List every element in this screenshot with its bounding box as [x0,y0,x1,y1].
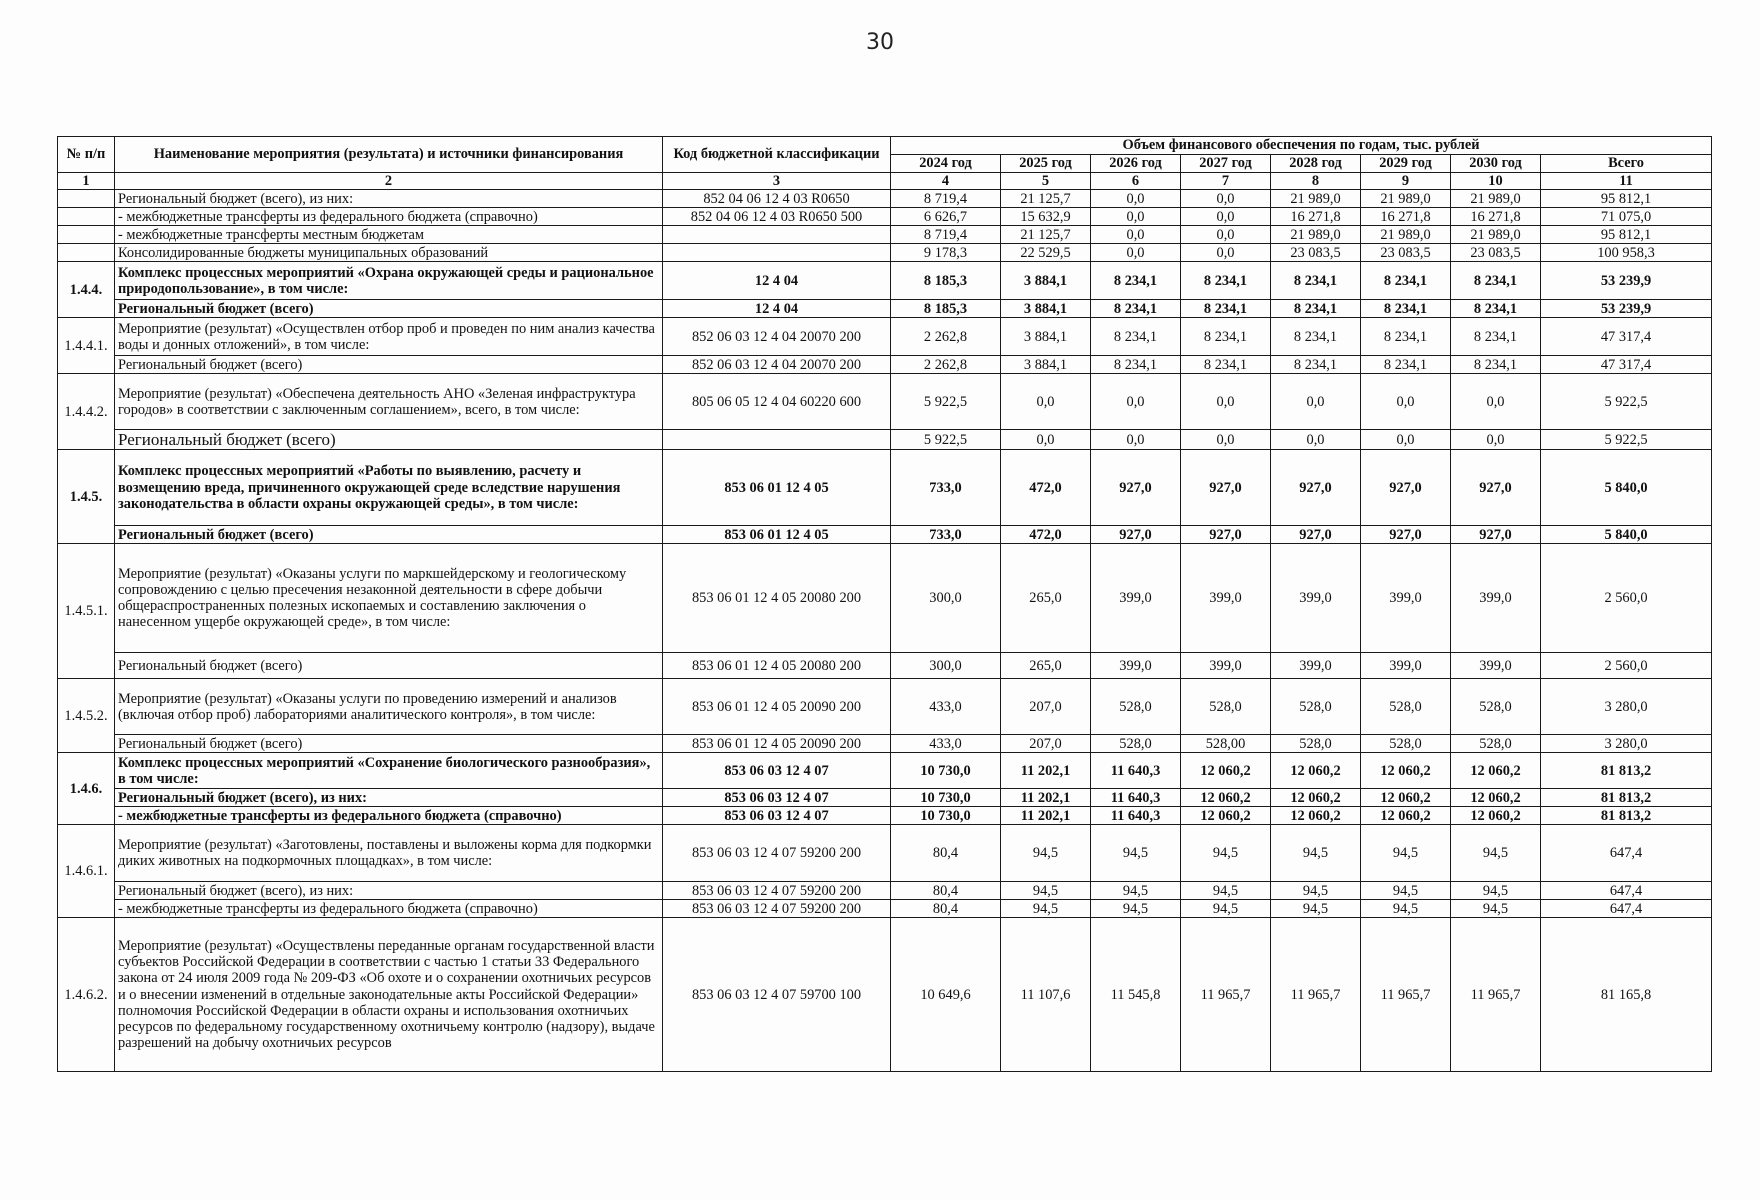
row-year-value: 207,0 [1001,679,1091,735]
row-name: Комплекс процессных мероприятий «Охрана окружающей среды и рациональное природопользование», в том числе: [115,262,663,300]
page-number: 30 [866,30,894,55]
row-year-value: 3 884,1 [1001,262,1091,300]
header-year-2: 2026 год [1091,155,1181,173]
row-year-value: 21 125,7 [1001,190,1091,208]
row-year-value: 0,0 [1091,430,1181,450]
row-year-value: 8 234,1 [1091,318,1181,356]
table-row [58,430,1712,450]
financing-table [57,136,1712,1072]
row-year-value: 11 640,3 [1091,807,1181,825]
row-year-value: 399,0 [1091,544,1181,653]
row-total-value: 100 958,3 [1541,244,1712,262]
row-name: Региональный бюджет (всего) [115,526,663,544]
table-row [58,653,1712,679]
row-year-value: 399,0 [1361,544,1451,653]
row-year-value: 10 730,0 [891,807,1001,825]
row-year-value: 399,0 [1181,653,1271,679]
row-year-value: 8 234,1 [1181,262,1271,300]
row-year-value: 0,0 [1181,430,1271,450]
header-year-1: 2025 год [1001,155,1091,173]
row-year-value: 927,0 [1361,450,1451,526]
row-total-value: 95 812,1 [1541,226,1712,244]
header-col-number-7: 8 [1271,173,1361,190]
row-year-value: 472,0 [1001,450,1091,526]
table-row [58,374,1712,430]
row-year-value: 12 060,2 [1361,807,1451,825]
row-year-value: 23 083,5 [1451,244,1541,262]
row-total-value: 647,4 [1541,900,1712,918]
row-name: Мероприятие (результат) «Осуществлен отбор проб и проведен по ним анализ качества воды и донных отложений», в том числе: [115,318,663,356]
row-total-value: 81 813,2 [1541,753,1712,789]
row-year-value: 11 965,7 [1181,918,1271,1072]
table-row [58,318,1712,356]
row-year-value: 433,0 [891,735,1001,753]
row-year-value: 12 060,2 [1271,753,1361,789]
row-total-value: 53 239,9 [1541,262,1712,300]
row-year-value: 733,0 [891,450,1001,526]
row-year-value: 11 202,1 [1001,753,1091,789]
row-total-value: 71 075,0 [1541,208,1712,226]
row-year-value: 12 060,2 [1271,789,1361,807]
table-row [58,262,1712,300]
row-year-value: 8 234,1 [1181,300,1271,318]
row-total-value: 5 840,0 [1541,526,1712,544]
row-year-value: 11 545,8 [1091,918,1181,1072]
row-year-value: 0,0 [1181,190,1271,208]
row-year-value: 8 234,1 [1181,318,1271,356]
row-year-value: 11 640,3 [1091,753,1181,789]
row-year-value: 8 234,1 [1361,318,1451,356]
row-index: 1.4.5.1. [58,544,115,679]
row-year-value: 21 989,0 [1451,190,1541,208]
row-year-value: 927,0 [1091,450,1181,526]
row-index: 1.4.6.1. [58,825,115,918]
table-row [58,900,1712,918]
row-budget-code: 853 06 01 12 4 05 20080 200 [663,544,891,653]
header-year-0: 2024 год [891,155,1001,173]
row-year-value: 8 234,1 [1271,300,1361,318]
row-year-value: 10 649,6 [891,918,1001,1072]
row-budget-code: 853 06 03 12 4 07 59700 100 [663,918,891,1072]
row-year-value: 2 262,8 [891,356,1001,374]
row-budget-code: 852 04 06 12 4 03 R0650 500 [663,208,891,226]
header-col-number-6: 7 [1181,173,1271,190]
row-year-value: 0,0 [1451,374,1541,430]
row-year-value: 94,5 [1181,825,1271,882]
row-year-value: 8 234,1 [1181,356,1271,374]
row-budget-code [663,226,891,244]
table-row [58,882,1712,900]
header-col-number-0: 1 [58,173,115,190]
row-name: Комплекс процессных мероприятий «Сохранение биологического разнообразия», в том числе: [115,753,663,789]
row-year-value: 927,0 [1181,526,1271,544]
row-index: 1.4.4.1. [58,318,115,374]
row-budget-code [663,430,891,450]
header-col-number-8: 9 [1361,173,1451,190]
row-year-value: 399,0 [1271,653,1361,679]
row-year-value: 0,0 [1001,374,1091,430]
row-name: Мероприятие (результат) «Оказаны услуги по проведению измерений и анализов (включая отбор проб) лабораториями аналитического контроля», в том числе: [115,679,663,735]
header-col-number-1: 2 [115,173,663,190]
row-year-value: 528,0 [1361,735,1451,753]
header-col-number-4: 5 [1001,173,1091,190]
row-year-value: 927,0 [1451,450,1541,526]
row-year-value: 16 271,8 [1451,208,1541,226]
row-year-value: 0,0 [1091,190,1181,208]
row-index: 1.4.5. [58,450,115,544]
row-year-value: 300,0 [891,544,1001,653]
row-index: 1.4.6. [58,753,115,825]
row-year-value: 11 202,1 [1001,789,1091,807]
row-year-value: 94,5 [1271,882,1361,900]
row-year-value: 0,0 [1091,208,1181,226]
row-year-value: 15 632,9 [1001,208,1091,226]
table-row [58,544,1712,653]
row-name: Региональный бюджет (всего) [115,430,663,450]
row-year-value: 2 262,8 [891,318,1001,356]
row-name: - межбюджетные трансферты из федерального бюджета (справочно) [115,807,663,825]
row-year-value: 21 989,0 [1361,190,1451,208]
row-name: Мероприятие (результат) «Обеспечена деятельность АНО «Зеленая инфраструктура городов» в соответствии с заключенным соглашением», всего, в том числе: [115,374,663,430]
row-year-value: 528,0 [1271,679,1361,735]
row-year-value: 927,0 [1451,526,1541,544]
row-budget-code: 853 06 03 12 4 07 [663,807,891,825]
row-budget-code: 853 06 01 12 4 05 20090 200 [663,679,891,735]
row-budget-code: 853 06 03 12 4 07 [663,789,891,807]
row-year-value: 11 965,7 [1361,918,1451,1072]
row-year-value: 472,0 [1001,526,1091,544]
row-index: 1.4.5.2. [58,679,115,753]
row-name: - межбюджетные трансферты из федерального бюджета (справочно) [115,900,663,918]
row-year-value: 21 989,0 [1361,226,1451,244]
row-year-value: 8 234,1 [1271,318,1361,356]
row-year-value: 528,0 [1181,679,1271,735]
table-row [58,753,1712,789]
row-year-value: 927,0 [1091,526,1181,544]
row-year-value: 265,0 [1001,653,1091,679]
row-index [58,190,115,208]
row-year-value: 94,5 [1271,900,1361,918]
row-year-value: 10 730,0 [891,789,1001,807]
row-total-value: 2 560,0 [1541,653,1712,679]
row-year-value: 8 234,1 [1361,356,1451,374]
row-total-value: 5 922,5 [1541,374,1712,430]
row-year-value: 94,5 [1001,882,1091,900]
row-name: Региональный бюджет (всего) [115,653,663,679]
row-year-value: 12 060,2 [1181,753,1271,789]
row-year-value: 0,0 [1271,430,1361,450]
row-year-value: 94,5 [1361,882,1451,900]
row-total-value: 47 317,4 [1541,356,1712,374]
row-year-value: 21 989,0 [1271,226,1361,244]
row-total-value: 3 280,0 [1541,735,1712,753]
table-row [58,226,1712,244]
header-year-4: 2028 год [1271,155,1361,173]
row-total-value: 647,4 [1541,882,1712,900]
row-year-value: 94,5 [1451,882,1541,900]
header-year-5: 2029 год [1361,155,1451,173]
row-year-value: 80,4 [891,900,1001,918]
row-budget-code: 853 06 01 12 4 05 20080 200 [663,653,891,679]
row-year-value: 528,0 [1091,735,1181,753]
row-year-value: 12 060,2 [1451,807,1541,825]
row-name: Консолидированные бюджеты муниципальных образований [115,244,663,262]
row-year-value: 11 107,6 [1001,918,1091,1072]
row-year-value: 12 060,2 [1451,789,1541,807]
row-year-value: 94,5 [1091,825,1181,882]
row-name: - межбюджетные трансферты местным бюджетам [115,226,663,244]
header-col-number-5: 6 [1091,173,1181,190]
row-name: Мероприятие (результат) «Заготовлены, поставлены и выложены корма для подкормки диких животных на подкормочных площадках», в том числе: [115,825,663,882]
table-row [58,825,1712,882]
row-year-value: 733,0 [891,526,1001,544]
row-year-value: 94,5 [1271,825,1361,882]
row-budget-code: 853 06 03 12 4 07 59200 200 [663,825,891,882]
table-row [58,244,1712,262]
row-year-value: 94,5 [1001,900,1091,918]
header-year-7: Всего [1541,155,1712,173]
row-year-value: 21 125,7 [1001,226,1091,244]
row-total-value: 81 813,2 [1541,807,1712,825]
table-row [58,789,1712,807]
row-name: Региональный бюджет (всего), из них: [115,190,663,208]
header-col-name: Наименование мероприятия (результата) и источники финансирования [115,137,663,173]
row-total-value: 2 560,0 [1541,544,1712,653]
row-year-value: 80,4 [891,882,1001,900]
row-budget-code: 853 06 03 12 4 07 59200 200 [663,900,891,918]
row-year-value: 399,0 [1451,653,1541,679]
row-year-value: 94,5 [1001,825,1091,882]
row-name: Комплекс процессных мероприятий «Работы по выявлению, расчету и возмещению вреда, причиненного окружающей среде вследствие нарушения законодательства в области охраны окружающей среды», в том числе: [115,450,663,526]
row-year-value: 0,0 [1091,226,1181,244]
row-year-value: 12 060,2 [1361,789,1451,807]
row-index [58,244,115,262]
row-year-value: 8 185,3 [891,262,1001,300]
header-year-3: 2027 год [1181,155,1271,173]
row-year-value: 0,0 [1091,244,1181,262]
row-budget-code: 12 4 04 [663,300,891,318]
row-year-value: 16 271,8 [1361,208,1451,226]
row-year-value: 10 730,0 [891,753,1001,789]
row-year-value: 265,0 [1001,544,1091,653]
row-index: 1.4.6.2. [58,918,115,1072]
row-budget-code: 852 04 06 12 4 03 R0650 [663,190,891,208]
row-year-value: 528,0 [1451,735,1541,753]
table-row [58,356,1712,374]
row-budget-code: 853 06 01 12 4 05 [663,526,891,544]
header-col-group: Объем финансового обеспечения по годам, тыс. рублей [891,137,1712,155]
row-year-value: 8 234,1 [1091,356,1181,374]
row-total-value: 5 922,5 [1541,430,1712,450]
row-year-value: 5 922,5 [891,430,1001,450]
row-budget-code [663,244,891,262]
table-row [58,807,1712,825]
row-year-value: 12 060,2 [1451,753,1541,789]
row-year-value: 927,0 [1271,450,1361,526]
row-total-value: 81 165,8 [1541,918,1712,1072]
table-row [58,450,1712,526]
row-name: Региональный бюджет (всего), из них: [115,789,663,807]
row-year-value: 927,0 [1361,526,1451,544]
row-year-value: 11 965,7 [1451,918,1541,1072]
row-name: Мероприятие (результат) «Оказаны услуги по маркшейдерскому и геологическому сопровождению с целью пресечения незаконной деятельности в сфере добычи общераспространенных полезных ископаемых и составлению заключения о нанесенном ущербе окружающей среде», в том числе: [115,544,663,653]
row-year-value: 8 234,1 [1361,300,1451,318]
row-name: Региональный бюджет (всего), из них: [115,882,663,900]
row-year-value: 11 202,1 [1001,807,1091,825]
row-year-value: 8 234,1 [1451,318,1541,356]
row-year-value: 8 234,1 [1271,262,1361,300]
row-year-value: 8 234,1 [1271,356,1361,374]
row-total-value: 3 280,0 [1541,679,1712,735]
row-year-value: 0,0 [1361,374,1451,430]
row-budget-code: 852 06 03 12 4 04 20070 200 [663,356,891,374]
table-row [58,526,1712,544]
row-year-value: 0,0 [1001,430,1091,450]
header-col-number-3: 4 [891,173,1001,190]
row-year-value: 9 178,3 [891,244,1001,262]
row-year-value: 528,00 [1181,735,1271,753]
header-col-number-10: 11 [1541,173,1712,190]
row-year-value: 528,0 [1091,679,1181,735]
row-year-value: 22 529,5 [1001,244,1091,262]
row-year-value: 3 884,1 [1001,318,1091,356]
row-name: Мероприятие (результат) «Осуществлены переданные органам государственной власти субъектов Российской Федерации в соответствии с частью 1 статьи 33 Федерального закона от 24 июля 2009 года № 209-ФЗ «Об охоте и о сохранении охотничьих ресурсов и о внесении изменений в отдельные законодательные акты Российской Федерации» полномочия Российской Федерации в области охраны и использования охотничьих ресурсов по федеральному государственному охотничьему контролю (надзору), выдаче разрешений на добычу охотничьих ресурсов [115,918,663,1072]
row-name: - межбюджетные трансферты из федерального бюджета (справочно) [115,208,663,226]
row-total-value: 5 840,0 [1541,450,1712,526]
row-year-value: 23 083,5 [1361,244,1451,262]
row-year-value: 94,5 [1091,900,1181,918]
row-index: 1.4.4.2. [58,374,115,450]
row-year-value: 0,0 [1451,430,1541,450]
row-budget-code: 853 06 01 12 4 05 20090 200 [663,735,891,753]
row-total-value: 47 317,4 [1541,318,1712,356]
row-year-value: 94,5 [1451,900,1541,918]
table-row [58,300,1712,318]
row-year-value: 399,0 [1181,544,1271,653]
table-row [58,735,1712,753]
row-year-value: 399,0 [1091,653,1181,679]
row-year-value: 94,5 [1091,882,1181,900]
header-col-no: № п/п [58,137,115,173]
row-year-value: 399,0 [1451,544,1541,653]
row-year-value: 94,5 [1451,825,1541,882]
row-year-value: 528,0 [1451,679,1541,735]
row-year-value: 80,4 [891,825,1001,882]
row-index [58,226,115,244]
header-col-number-2: 3 [663,173,891,190]
row-year-value: 0,0 [1181,374,1271,430]
row-year-value: 8 234,1 [1091,300,1181,318]
row-year-value: 21 989,0 [1271,190,1361,208]
row-year-value: 94,5 [1181,900,1271,918]
row-year-value: 528,0 [1361,679,1451,735]
row-total-value: 53 239,9 [1541,300,1712,318]
row-index [58,208,115,226]
row-year-value: 8 234,1 [1451,300,1541,318]
row-year-value: 3 884,1 [1001,300,1091,318]
table-row [58,679,1712,735]
row-year-value: 927,0 [1181,450,1271,526]
table-row [58,918,1712,1072]
row-budget-code: 805 06 05 12 4 04 60220 600 [663,374,891,430]
table-row [58,190,1712,208]
row-budget-code: 853 06 01 12 4 05 [663,450,891,526]
row-year-value: 8 234,1 [1451,356,1541,374]
row-year-value: 0,0 [1091,374,1181,430]
row-year-value: 12 060,2 [1271,807,1361,825]
header-col-number-9: 10 [1451,173,1541,190]
row-name: Региональный бюджет (всего) [115,300,663,318]
row-year-value: 21 989,0 [1451,226,1541,244]
row-year-value: 94,5 [1361,825,1451,882]
row-year-value: 94,5 [1181,882,1271,900]
row-name: Региональный бюджет (всего) [115,356,663,374]
row-name: Региональный бюджет (всего) [115,735,663,753]
row-year-value: 0,0 [1181,244,1271,262]
row-total-value: 647,4 [1541,825,1712,882]
header-col-code: Код бюджетной классификации [663,137,891,173]
row-year-value: 0,0 [1271,374,1361,430]
row-year-value: 399,0 [1271,544,1361,653]
row-year-value: 8 185,3 [891,300,1001,318]
table-row [58,208,1712,226]
row-budget-code: 853 06 03 12 4 07 59200 200 [663,882,891,900]
header-year-6: 2030 год [1451,155,1541,173]
row-year-value: 927,0 [1271,526,1361,544]
row-year-value: 12 060,2 [1181,807,1271,825]
row-year-value: 6 626,7 [891,208,1001,226]
row-year-value: 94,5 [1361,900,1451,918]
row-year-value: 8 234,1 [1361,262,1451,300]
row-year-value: 23 083,5 [1271,244,1361,262]
row-year-value: 11 965,7 [1271,918,1361,1072]
row-year-value: 5 922,5 [891,374,1001,430]
row-total-value: 81 813,2 [1541,789,1712,807]
row-year-value: 399,0 [1361,653,1451,679]
row-year-value: 12 060,2 [1361,753,1451,789]
row-year-value: 3 884,1 [1001,356,1091,374]
row-year-value: 12 060,2 [1181,789,1271,807]
row-year-value: 0,0 [1361,430,1451,450]
row-year-value: 8 719,4 [891,226,1001,244]
row-year-value: 528,0 [1271,735,1361,753]
row-budget-code: 852 06 03 12 4 04 20070 200 [663,318,891,356]
row-total-value: 95 812,1 [1541,190,1712,208]
row-budget-code: 12 4 04 [663,262,891,300]
row-year-value: 207,0 [1001,735,1091,753]
row-year-value: 0,0 [1181,208,1271,226]
row-budget-code: 853 06 03 12 4 07 [663,753,891,789]
row-year-value: 433,0 [891,679,1001,735]
row-year-value: 0,0 [1181,226,1271,244]
row-index: 1.4.4. [58,262,115,318]
row-year-value: 8 234,1 [1091,262,1181,300]
row-year-value: 8 234,1 [1451,262,1541,300]
row-year-value: 16 271,8 [1271,208,1361,226]
row-year-value: 8 719,4 [891,190,1001,208]
row-year-value: 300,0 [891,653,1001,679]
row-year-value: 11 640,3 [1091,789,1181,807]
